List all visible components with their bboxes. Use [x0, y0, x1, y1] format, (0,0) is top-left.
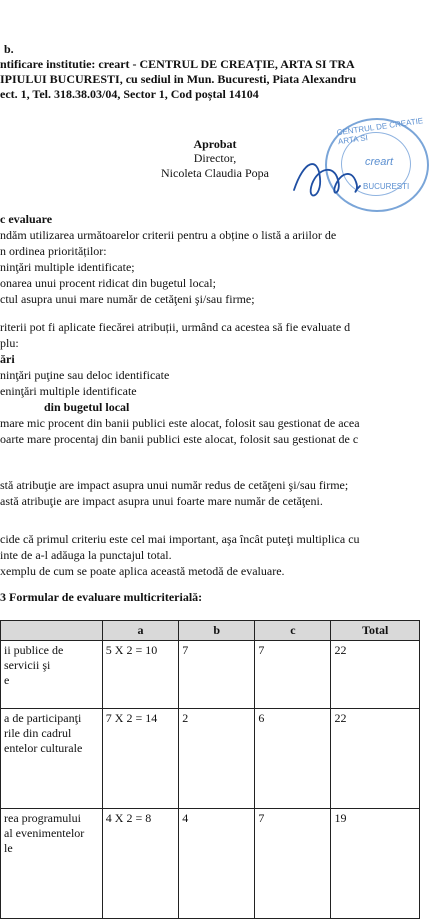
row-label-line: a de participanţi: [4, 711, 82, 725]
header-cell-b: b: [179, 621, 255, 641]
body-line-14: stă atribuţie are impact asupra unui număr redus de cetăţeni şi/sau firme;: [0, 478, 349, 492]
signature-image: [290, 150, 370, 205]
cell-c: 6: [255, 709, 331, 809]
stamp-text-top: CENTRUL DE CREATIE ARTA SI: [336, 116, 424, 147]
approval-name: Nicoleta Claudia Popa: [161, 166, 269, 180]
row-label-line: al evenimentelor: [4, 826, 85, 840]
criterion-b-title: din bugetul local: [44, 400, 130, 414]
cell-b: 4: [179, 809, 255, 919]
body-line-3: ninţări multiple identificate;: [0, 260, 135, 274]
body-line-1: ndăm utilizarea următoarelor criterii pentru a obține o listă a ariilor de: [0, 228, 337, 242]
approval-role: Director,: [193, 151, 237, 165]
row-label-line: ii publice de: [4, 643, 64, 657]
cell-total: 22: [331, 709, 420, 809]
header-line-1: b.: [4, 42, 14, 56]
row-label-line: servicii şi: [4, 658, 51, 672]
cell-total: 22: [331, 641, 420, 709]
evaluation-table: [0, 620, 400, 919]
header-cell-empty: [1, 621, 103, 641]
header-line-4: ect. 1, Tel. 318.38.03/04, Sector 1, Cod poștal 14104: [0, 87, 259, 101]
body-line-16: cide că primul criteriu este cel mai important, aşa încât puteţi multiplica cu: [0, 532, 360, 546]
body-line-13: oarte mare procentaj din banii publici este alocat, folosit sau gestionat de c: [0, 432, 359, 446]
header-line-2: ntificare institutie: creart - CENTRUL DE CREAȚIE, ARTA SI TRA: [0, 57, 355, 71]
approval-title: Aprobat: [193, 137, 237, 151]
body-line-6: riterii pot fi aplicate fiecărei atribuții, urmând ca acestea să fie evaluate d: [0, 320, 351, 334]
cell-c: 7: [255, 809, 331, 919]
cell-b: 2: [179, 709, 255, 809]
cell-a: 5 X 2 = 10: [102, 641, 178, 709]
body-line-17: inte de a-l adăuga la punctajul total.: [0, 548, 172, 562]
table-header-row: [1, 621, 420, 641]
row-label-line: le: [4, 841, 13, 855]
row-label: [1, 641, 103, 709]
body-line-10: eninţări multiple identificate: [0, 384, 137, 398]
row-label: [1, 809, 103, 919]
cell-b: 7: [179, 641, 255, 709]
body-line-15: astă atribuţie are impact asupra unui foarte mare număr de cetăţeni.: [0, 494, 323, 508]
stamp-logo-text: creart: [365, 156, 394, 168]
cell-total: 19: [331, 809, 420, 919]
section-heading: c evaluare: [0, 212, 53, 226]
body-line-5: ctul asupra unui mare număr de cetăţeni şi/sau firme;: [0, 292, 255, 306]
cell-a: 7 X 2 = 14: [102, 709, 178, 809]
row-label-line: e: [4, 673, 10, 687]
stamp-text-small: BUCURESTI: [363, 182, 410, 191]
body-line-9: ninţări puţine sau deloc identificate: [0, 368, 170, 382]
row-label-line: rile din cadrul: [4, 726, 72, 740]
table-row: [1, 641, 420, 709]
row-label: [1, 709, 103, 809]
body-line-4: onarea unui procent ridicat din bugetul local;: [0, 276, 216, 290]
body-line-12: mare mic procent din banii publici este alocat, folosit sau gestionat de acea: [0, 416, 360, 430]
body-line-18: xemplu de cum se poate aplica această metodă de evaluare.: [0, 564, 285, 578]
cell-c: 7: [255, 641, 331, 709]
header-cell-a: a: [102, 621, 178, 641]
table-title: 3 Formular de evaluare multicriterială:: [0, 590, 203, 604]
header-cell-total: Total: [331, 621, 420, 641]
header-cell-c: c: [255, 621, 331, 641]
header-line-3: IPIULUI BUCURESTI, cu sediul in Mun. Bucuresti, Piata Alexandru: [0, 72, 357, 86]
row-label-line: entelor culturale: [4, 741, 83, 755]
table-row: [1, 809, 420, 919]
body-line-2: n ordinea priorităților:: [0, 244, 107, 258]
body-line-7: plu:: [0, 336, 19, 350]
row-label-line: rea programului: [4, 811, 81, 825]
table-row: [1, 709, 420, 809]
cell-a: 4 X 2 = 8: [102, 809, 178, 919]
criterion-a-title: ări: [0, 352, 15, 366]
